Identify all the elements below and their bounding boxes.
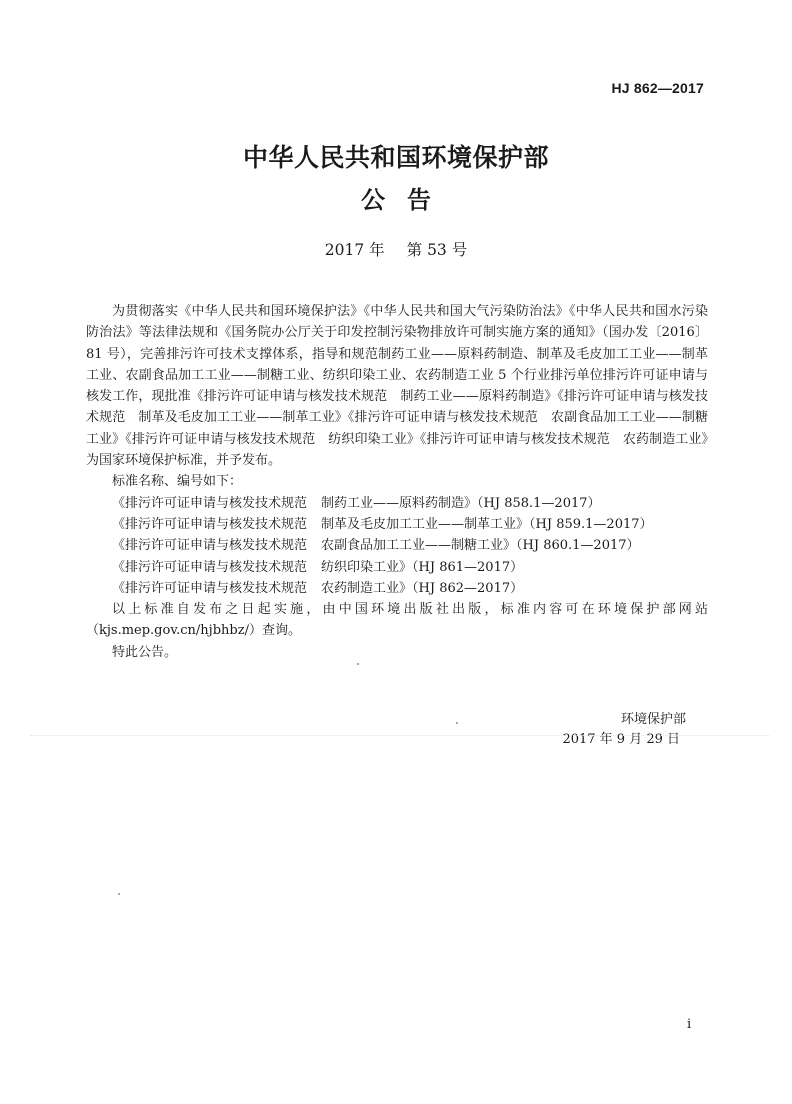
standard-code: （HJ 858.1—2017） xyxy=(477,495,601,511)
intro-paragraph: 为贯彻落实《中华人民共和国环境保护法》《中华人民共和国大气污染防治法》《中华人民共和国水污染防治法》等法律法规和《国务院办公厅关于印发控制污染物排放许可制实施方案的通知》（国办发〔2016〕81 号），完善排污许可技术支撑体系，指导和规范制药工业——原料药制造、制革及毛皮加工工业——制革工业、农副食品加工工业——制糖工业、纺织印染工业、农药制造工业 5 个行业排污单位排污许可证申请与核发工作，现批准《排污许可证申请与核发技术规范 制药工业——原料药制造》《排污许可证申请与核发技术规范 制革及毛皮加工工业——制革工业》《排污许可证申请与核发技术规范 农副食品加工工业——制糖工业》《排污许可证申请与核发技术规范 纺织印染工业》《排污许可证申请与核发技术规范 农药制造工业》为国家环境保护标准，并予发布。 xyxy=(86,304,708,469)
list-item xyxy=(86,535,708,556)
list-item xyxy=(86,493,708,514)
closing-line: 特此公告。 xyxy=(112,644,178,660)
issue-year: 2017 年 xyxy=(324,241,385,259)
standard-code: （HJ 861—2017） xyxy=(412,559,524,575)
standard-industry: 纺织印染工业》 xyxy=(321,559,413,575)
standard-name: 《排污许可证申请与核发技术规范 xyxy=(112,495,308,511)
standard-code: （HJ 862—2017） xyxy=(412,580,524,596)
issue-number: 第 53 号 xyxy=(406,241,468,259)
document-code: HJ 862—2017 xyxy=(611,80,704,96)
standard-name: 《排污许可证申请与核发技术规范 xyxy=(112,516,308,532)
standard-name: 《排污许可证申请与核发技术规范 xyxy=(112,559,308,575)
signature-organization: 环境保护部 xyxy=(620,712,686,727)
scan-dotted-line xyxy=(30,735,770,736)
list-item xyxy=(86,557,708,578)
standard-name: 《排污许可证申请与核发技术规范 xyxy=(112,580,308,596)
scan-speck xyxy=(118,893,120,895)
standard-industry: 制药工业——原料药制造》 xyxy=(321,495,478,511)
signature-date: 2017 年 9 月 29 日 xyxy=(562,732,680,747)
list-heading: 标准名称、编号如下： xyxy=(112,474,243,490)
scan-speck xyxy=(357,663,359,665)
page-number: i xyxy=(687,1017,692,1032)
standard-industry: 农副食品加工工业——制糖工业》 xyxy=(321,538,517,554)
announcement-heading: 公告 xyxy=(361,186,453,214)
page-title: 中华人民共和国环境保护部 xyxy=(242,143,549,172)
standard-industry: 制革及毛皮加工工业——制革工业》 xyxy=(321,516,530,532)
standard-name: 《排污许可证申请与核发技术规范 xyxy=(112,538,308,554)
issue-number-line xyxy=(0,238,792,260)
standard-code: （HJ 860.1—2017） xyxy=(516,538,640,554)
effective-paragraph: 以上标准自发布之日起实施，由中国环境出版社出版，标准内容可在环境保护部网站（kjs.mep.gov.cn/hjbhbz/）查询。 xyxy=(86,602,708,639)
standards-list xyxy=(86,493,708,599)
list-item xyxy=(86,514,708,535)
standard-code: （HJ 859.1—2017） xyxy=(529,516,653,532)
standard-industry: 农药制造工业》 xyxy=(321,580,413,596)
scan-speck xyxy=(456,722,458,724)
list-item xyxy=(86,578,708,599)
announcement-body xyxy=(86,301,708,663)
